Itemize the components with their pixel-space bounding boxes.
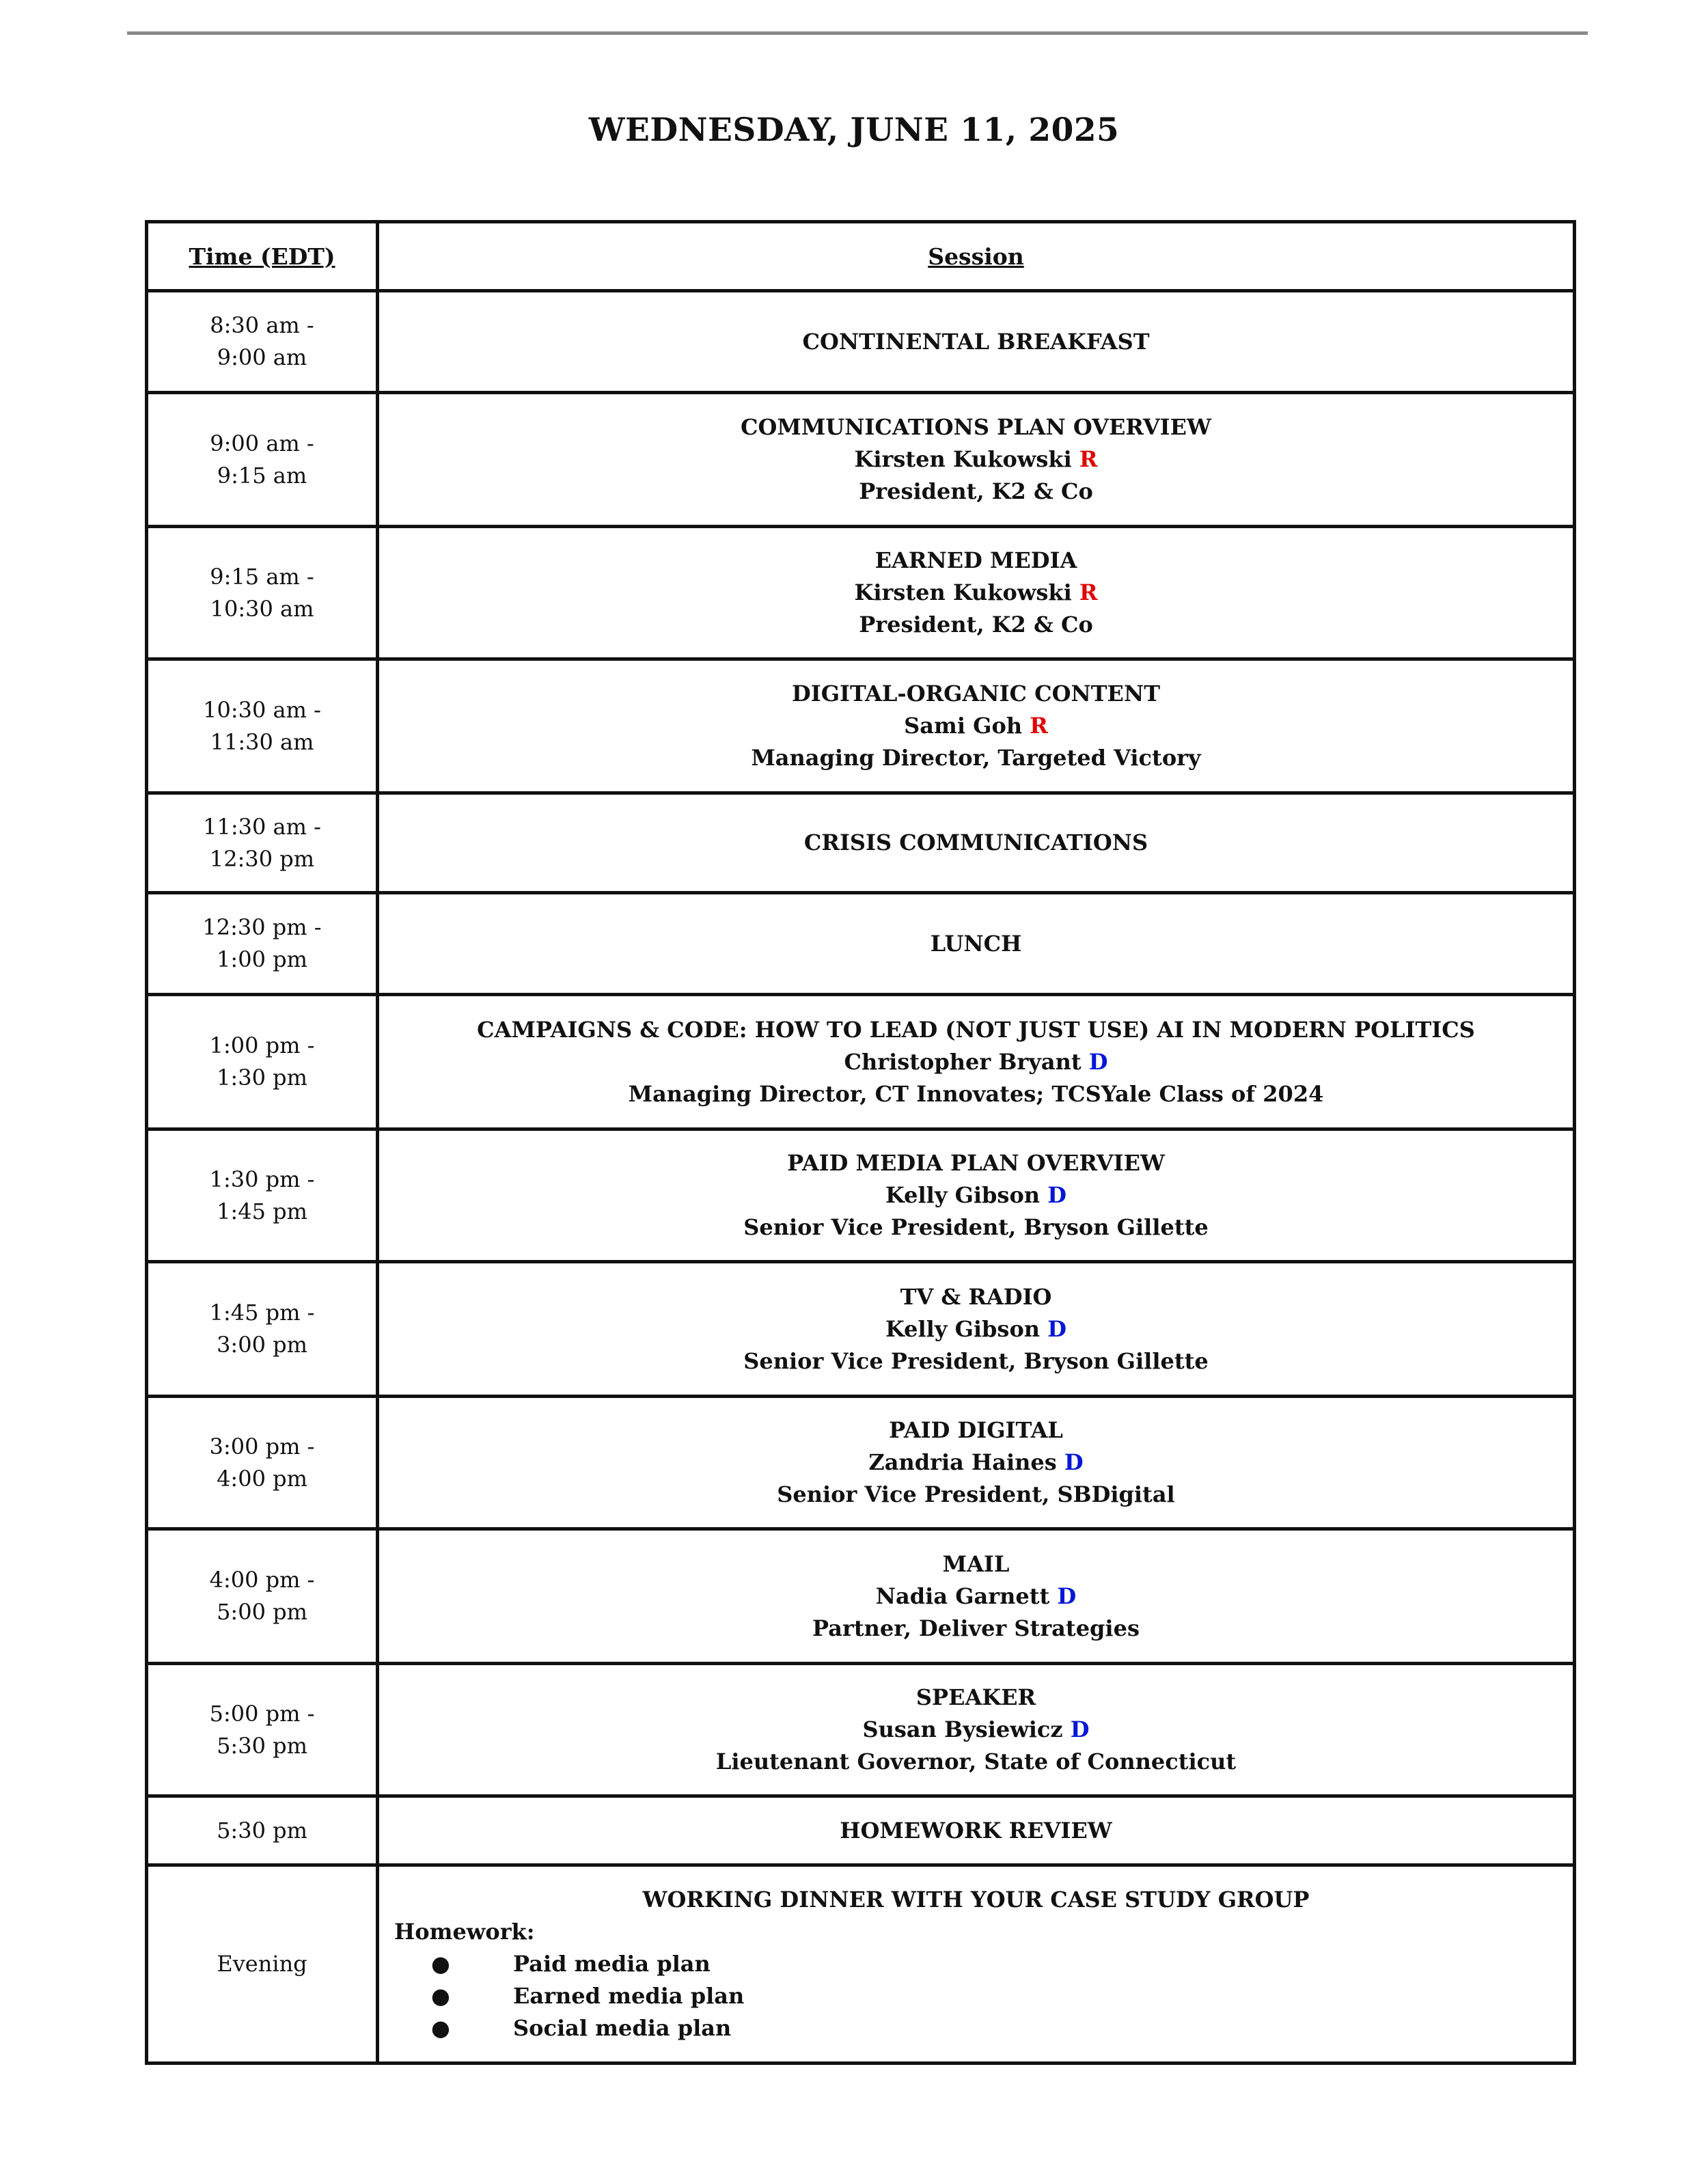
- bullet-icon: ●: [431, 1951, 450, 1977]
- time-end: 9:00 am: [217, 344, 307, 370]
- party-badge: D: [1057, 1582, 1077, 1609]
- list-item: [431, 1948, 1573, 1980]
- party-badge: D: [1064, 1449, 1084, 1475]
- time-start: 3:00 pm -: [209, 1433, 315, 1459]
- speaker-name: Kirsten Kukowski: [854, 579, 1072, 605]
- session-title: SPEAKER: [915, 1684, 1036, 1710]
- time-cell: [147, 893, 378, 995]
- session-cell: [378, 527, 1575, 659]
- session-cell: [378, 995, 1575, 1129]
- header-session: Session: [378, 222, 1575, 291]
- list-item: [431, 1980, 1573, 2012]
- table-row: [147, 1129, 1575, 1262]
- session-title: CAMPAIGNS & CODE: HOW TO LEAD (NOT JUST USE) AI IN MODERN POLITICS: [477, 1016, 1475, 1043]
- speaker-role: President, K2 & Co: [859, 612, 1093, 638]
- session-title: CONTINENTAL BREAKFAST: [802, 328, 1150, 355]
- time-start: 5:30 pm: [217, 1817, 307, 1844]
- speaker-name: Kelly Gibson: [885, 1182, 1041, 1208]
- session-cell: [378, 1129, 1575, 1262]
- speaker-role: Partner, Deliver Strategies: [812, 1615, 1140, 1641]
- time-cell: [147, 793, 378, 893]
- speaker-name: Kirsten Kukowski: [854, 446, 1072, 472]
- session-cell: [378, 1796, 1575, 1865]
- homework-block: [379, 1916, 1573, 2044]
- table-row: [147, 1397, 1575, 1529]
- time-start: 9:15 am -: [210, 563, 314, 590]
- session-title: LUNCH: [930, 930, 1022, 957]
- session-cell: [378, 1664, 1575, 1796]
- table-row: [147, 393, 1575, 527]
- table-row: [147, 1262, 1575, 1397]
- time-end: 1:00 pm: [217, 946, 307, 972]
- speaker-role: Managing Director, Targeted Victory: [751, 745, 1201, 771]
- speaker-role: Managing Director, CT Innovates; TCSYale Class of 2024: [628, 1080, 1324, 1107]
- homework-item: Paid media plan: [513, 1951, 711, 1977]
- table-row-evening: [147, 1865, 1575, 2064]
- table-row: [147, 659, 1575, 793]
- speaker-line: [379, 1313, 1573, 1345]
- speaker-line: [379, 1046, 1573, 1078]
- time-end: 12:30 pm: [209, 845, 315, 872]
- table-row: [147, 1529, 1575, 1664]
- list-item: [431, 2012, 1573, 2044]
- session-cell: [378, 393, 1575, 527]
- session-title: COMMUNICATIONS PLAN OVERVIEW: [741, 414, 1211, 440]
- speaker-role: President, K2 & Co: [859, 478, 1093, 504]
- time-cell: [147, 1129, 378, 1262]
- time-start: 4:00 pm -: [209, 1567, 315, 1593]
- speaker-name: Christopher Bryant: [844, 1048, 1082, 1075]
- session-cell: [378, 291, 1575, 393]
- homework-list: [394, 1948, 1573, 2044]
- speaker-line: [379, 710, 1573, 742]
- time-cell: [147, 1397, 378, 1529]
- homework-item: Earned media plan: [513, 1983, 745, 2009]
- session-title: MAIL: [942, 1550, 1010, 1577]
- speaker-line: [379, 1580, 1573, 1613]
- speaker-role: Senior Vice President, SBDigital: [777, 1481, 1175, 1507]
- time-start: 1:00 pm -: [209, 1032, 315, 1058]
- time-end: 11:30 am: [210, 728, 314, 755]
- time-cell: [147, 1664, 378, 1796]
- time-start: 8:30 am -: [210, 312, 314, 338]
- party-badge: R: [1079, 579, 1098, 605]
- time-start: 12:30 pm -: [202, 914, 322, 940]
- time-end: 1:45 pm: [217, 1198, 307, 1224]
- session-cell: [378, 1262, 1575, 1397]
- time-cell: [147, 1262, 378, 1397]
- time-end: 9:15 am: [217, 462, 307, 489]
- table-row: [147, 893, 1575, 995]
- speaker-name: Nadia Garnett: [875, 1582, 1050, 1609]
- time-start: 5:00 pm -: [209, 1700, 315, 1727]
- table-row: [147, 995, 1575, 1129]
- speaker-name: Susan Bysiewicz: [862, 1716, 1063, 1742]
- bullet-icon: ●: [431, 1983, 450, 2009]
- session-title: HOMEWORK REVIEW: [840, 1817, 1112, 1844]
- session-cell: [378, 1529, 1575, 1664]
- time-end: 4:00 pm: [217, 1465, 307, 1492]
- session-cell: [378, 793, 1575, 893]
- session-title: TV & RADIO: [900, 1283, 1052, 1310]
- session-title: DIGITAL-ORGANIC CONTENT: [792, 681, 1160, 707]
- party-badge: D: [1088, 1048, 1108, 1075]
- time-end: 3:00 pm: [217, 1332, 307, 1358]
- time-cell: [147, 393, 378, 527]
- session-title: PAID DIGITAL: [889, 1417, 1063, 1443]
- table-row: [147, 291, 1575, 393]
- time-cell: [147, 659, 378, 793]
- session-cell: [378, 659, 1575, 793]
- table-row: [147, 527, 1575, 659]
- session-title: PAID MEDIA PLAN OVERVIEW: [787, 1150, 1165, 1176]
- table-row: [147, 793, 1575, 893]
- party-badge: D: [1047, 1315, 1066, 1342]
- speaker-name: Sami Goh: [904, 713, 1023, 739]
- party-badge: R: [1079, 446, 1098, 472]
- time-end: 5:30 pm: [217, 1732, 307, 1759]
- speaker-line: [379, 1447, 1573, 1479]
- time-start: 9:00 am -: [210, 430, 314, 456]
- page-title: WEDNESDAY, JUNE 11, 2025: [588, 111, 1120, 149]
- time-label: Evening: [217, 1951, 307, 1977]
- time-start: 1:30 pm -: [209, 1166, 315, 1192]
- speaker-line: [379, 577, 1573, 609]
- session-cell: [378, 1865, 1575, 2064]
- time-cell: [147, 291, 378, 393]
- top-divider: [127, 31, 1588, 35]
- time-cell: [147, 527, 378, 659]
- speaker-line: [379, 443, 1573, 476]
- schedule-table: [145, 220, 1576, 2065]
- party-badge: R: [1030, 713, 1048, 739]
- speaker-role: Senior Vice President, Bryson Gillette: [743, 1214, 1209, 1240]
- time-end: 1:30 pm: [217, 1065, 307, 1091]
- party-badge: D: [1047, 1182, 1066, 1208]
- time-start: 11:30 am -: [203, 813, 321, 840]
- time-end: 5:00 pm: [217, 1599, 307, 1625]
- bullet-icon: ●: [431, 2015, 450, 2041]
- table-row: [147, 1664, 1575, 1796]
- homework-label: Homework:: [394, 1919, 535, 1945]
- speaker-line: [379, 1714, 1573, 1746]
- time-cell: [147, 1865, 378, 2064]
- table-row: [147, 1796, 1575, 1865]
- session-title: EARNED MEDIA: [874, 547, 1077, 573]
- table-header-row: [147, 222, 1575, 291]
- session-title: CRISIS COMMUNICATIONS: [803, 830, 1148, 855]
- time-cell: [147, 1796, 378, 1865]
- session-cell: [378, 1397, 1575, 1529]
- speaker-role: Senior Vice President, Bryson Gillette: [743, 1347, 1209, 1374]
- time-end: 10:30 am: [210, 595, 314, 622]
- speaker-name: Kelly Gibson: [885, 1315, 1041, 1342]
- session-cell: [378, 893, 1575, 995]
- time-start: 10:30 am -: [203, 696, 321, 723]
- speaker-name: Zandria Haines: [868, 1449, 1057, 1475]
- speaker-role: Lieutenant Governor, State of Connecticut: [715, 1749, 1237, 1774]
- speaker-line: [379, 1179, 1573, 1211]
- party-badge: D: [1070, 1716, 1090, 1742]
- homework-item: Social media plan: [513, 2015, 732, 2041]
- session-title: WORKING DINNER WITH YOUR CASE STUDY GROUP: [642, 1887, 1310, 1913]
- header-time: Time (EDT): [147, 222, 378, 291]
- time-cell: [147, 1529, 378, 1664]
- time-start: 1:45 pm -: [209, 1300, 315, 1326]
- time-cell: [147, 995, 378, 1129]
